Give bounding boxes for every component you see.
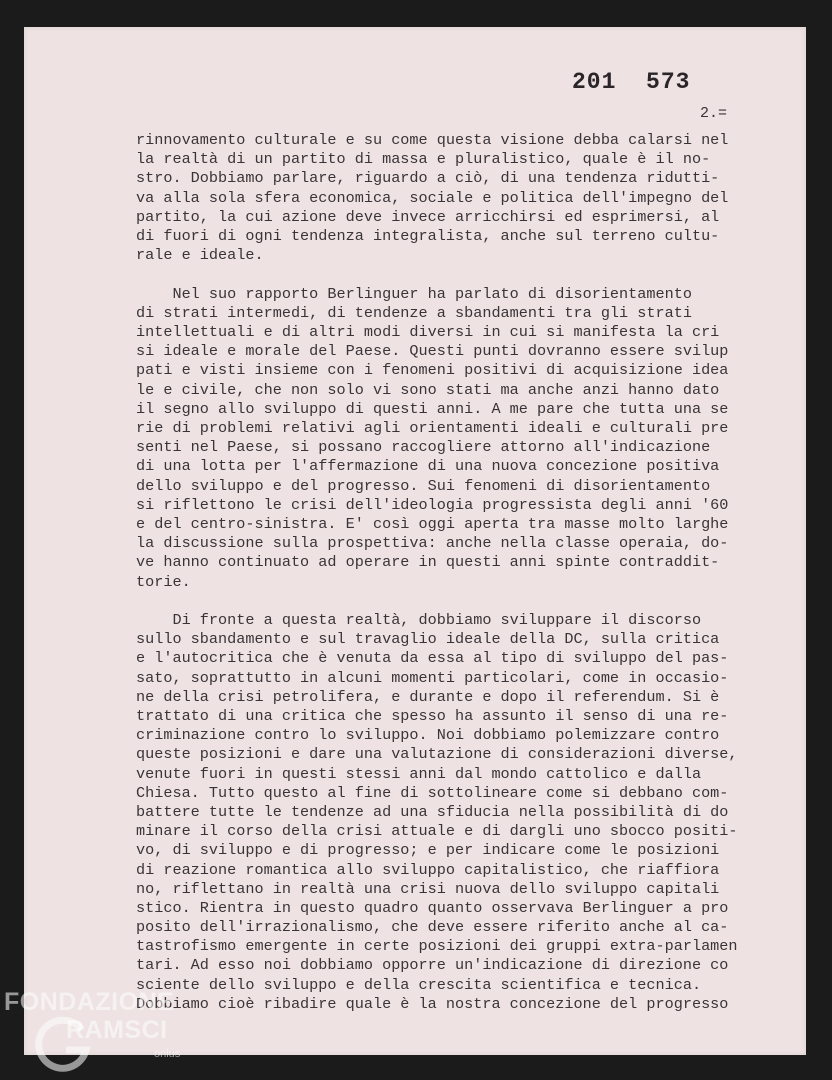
text-line: di strati intermedi, di tendenze a sbandamenti tra gli strati [136, 303, 692, 322]
text-line: intellettuali e di altri modi diversi in cui si manifesta la cri [136, 323, 720, 342]
text-line: posito dell'irrazionalismo, che deve essere riferito anche al ca- [136, 918, 729, 937]
text-line: sato, soprattutto in alcuni momenti particolari, come in occasio- [136, 668, 729, 687]
text-line: rale e ideale. [136, 246, 264, 265]
text-line: Nel suo rapporto Berlinguer ha parlato di disorientamento [136, 284, 692, 303]
text-line: ve hanno continuato ad operare in questi anni spinte contraddit- [136, 553, 720, 572]
document-number: 201 573 [572, 69, 691, 95]
document-body [136, 131, 786, 1033]
text-line: e del centro-sinistra. E' così oggi aperta tra masse molto larghe [136, 514, 729, 533]
fondazione-gramsci-watermark [4, 988, 214, 1078]
text-line: minare il corso della crisi attuale e di dargli uno sbocco positi- [136, 822, 738, 841]
paragraph-2 [136, 285, 786, 592]
page-number: 2.= [700, 105, 728, 122]
text-line: la realtà di un partito di massa e pluralistico, quale è il no- [136, 150, 711, 169]
text-line: battere tutte le tendenze ad una sfiducia nella possibilità di do [136, 802, 729, 821]
text-line: si ideale e morale del Paese. Questi punti dovranno essere svilup [136, 342, 729, 361]
text-line: e l'autocritica che è venuta da essa al tipo di sviluppo del pas- [136, 649, 729, 668]
text-line: Di fronte a questa realtà, dobbiamo sviluppare il discorso [136, 611, 702, 630]
text-line: venute fuori in questi stessi anni dal mondo cattolico e dalla [136, 764, 702, 783]
text-line: vo, di sviluppo e di progresso; e per indicare come le posizioni [136, 841, 720, 860]
text-line: di una lotta per l'affermazione di una nuova concezione positiva [136, 457, 720, 476]
text-line: va alla sola sfera economica, sociale e politica dell'impegno del [136, 188, 729, 207]
text-line: trattato di una critica che spesso ha assunto il senso di una re- [136, 707, 729, 726]
text-line: Dobbiamo cioè ribadire quale è la nostra concezione del progresso [136, 994, 729, 1013]
text-line: pati e visti insieme con i fenomeni positivi di acquisizione idea [136, 361, 729, 380]
text-line: senti nel Paese, si possano raccogliere attorno all'indicazione [136, 438, 711, 457]
text-line: no, riflettano in realtà una crisi nuova dello sviluppo capitali [136, 879, 720, 898]
text-line: rinnovamento culturale e su come questa visione debba calarsi nel [136, 131, 729, 149]
document-page [24, 27, 806, 1055]
watermark-line1: FONDAZIONE [4, 988, 175, 1016]
text-line: la discussione sulla prospettiva: anche nella classe operaia, do- [136, 534, 729, 553]
text-line: sciente dello sviluppo e della crescita scientifica e tecnica. [136, 975, 702, 994]
text-line: sullo sbandamento e sul travaglio ideale della DC, sulla critica [136, 630, 720, 649]
text-line: torie. [136, 572, 191, 591]
watermark-suffix: onlus [154, 1048, 181, 1060]
paragraph-1 [136, 131, 786, 265]
paragraph-3 [136, 611, 786, 1014]
text-line: rie di problemi relativi agli orientamenti ideali e culturali pre [136, 419, 729, 438]
text-line: tastrofismo emergente in certe posizioni dei gruppi extra-parlamen [136, 937, 738, 956]
text-line: ne della crisi petrolifera, e durante e dopo il referendum. Si è [136, 687, 720, 706]
text-line: criminazione contro lo sviluppo. Noi dobbiamo polemizzare contro [136, 726, 720, 745]
text-line: partito, la cui azione deve invece arricchirsi ed esprimersi, al [136, 207, 720, 226]
watermark-line2: RAMSCI [66, 1016, 168, 1044]
text-line: queste posizioni e dare una valutazione di considerazioni diverse, [136, 745, 738, 764]
text-line: dello sviluppo e del progresso. Sui fenomeni di disorientamento [136, 476, 711, 495]
text-line: il segno allo sviluppo di questi anni. A me pare che tutta una se [136, 399, 729, 418]
text-line: di reazione romantica allo sviluppo capitalistico, che riaffiora [136, 860, 720, 879]
text-line: si riflettono le crisi dell'ideologia progressista degli anni '60 [136, 495, 729, 514]
text-line: Chiesa. Tutto questo al fine di sottolineare come si debbano com- [136, 783, 729, 802]
text-line: di fuori di ogni tendenza integralista, anche sul terreno cultu- [136, 226, 720, 245]
text-line: stro. Dobbiamo parlare, riguardo a ciò, di una tendenza ridutti- [136, 169, 720, 188]
text-line: le e civile, che non solo vi sono stati ma anche anzi hanno dato [136, 380, 720, 399]
text-line: tari. Ad esso noi dobbiamo opporre un'indicazione di direzione co [136, 956, 729, 975]
text-line: stico. Rientra in questo quadro quanto osservava Berlinguer a pro [136, 898, 729, 917]
